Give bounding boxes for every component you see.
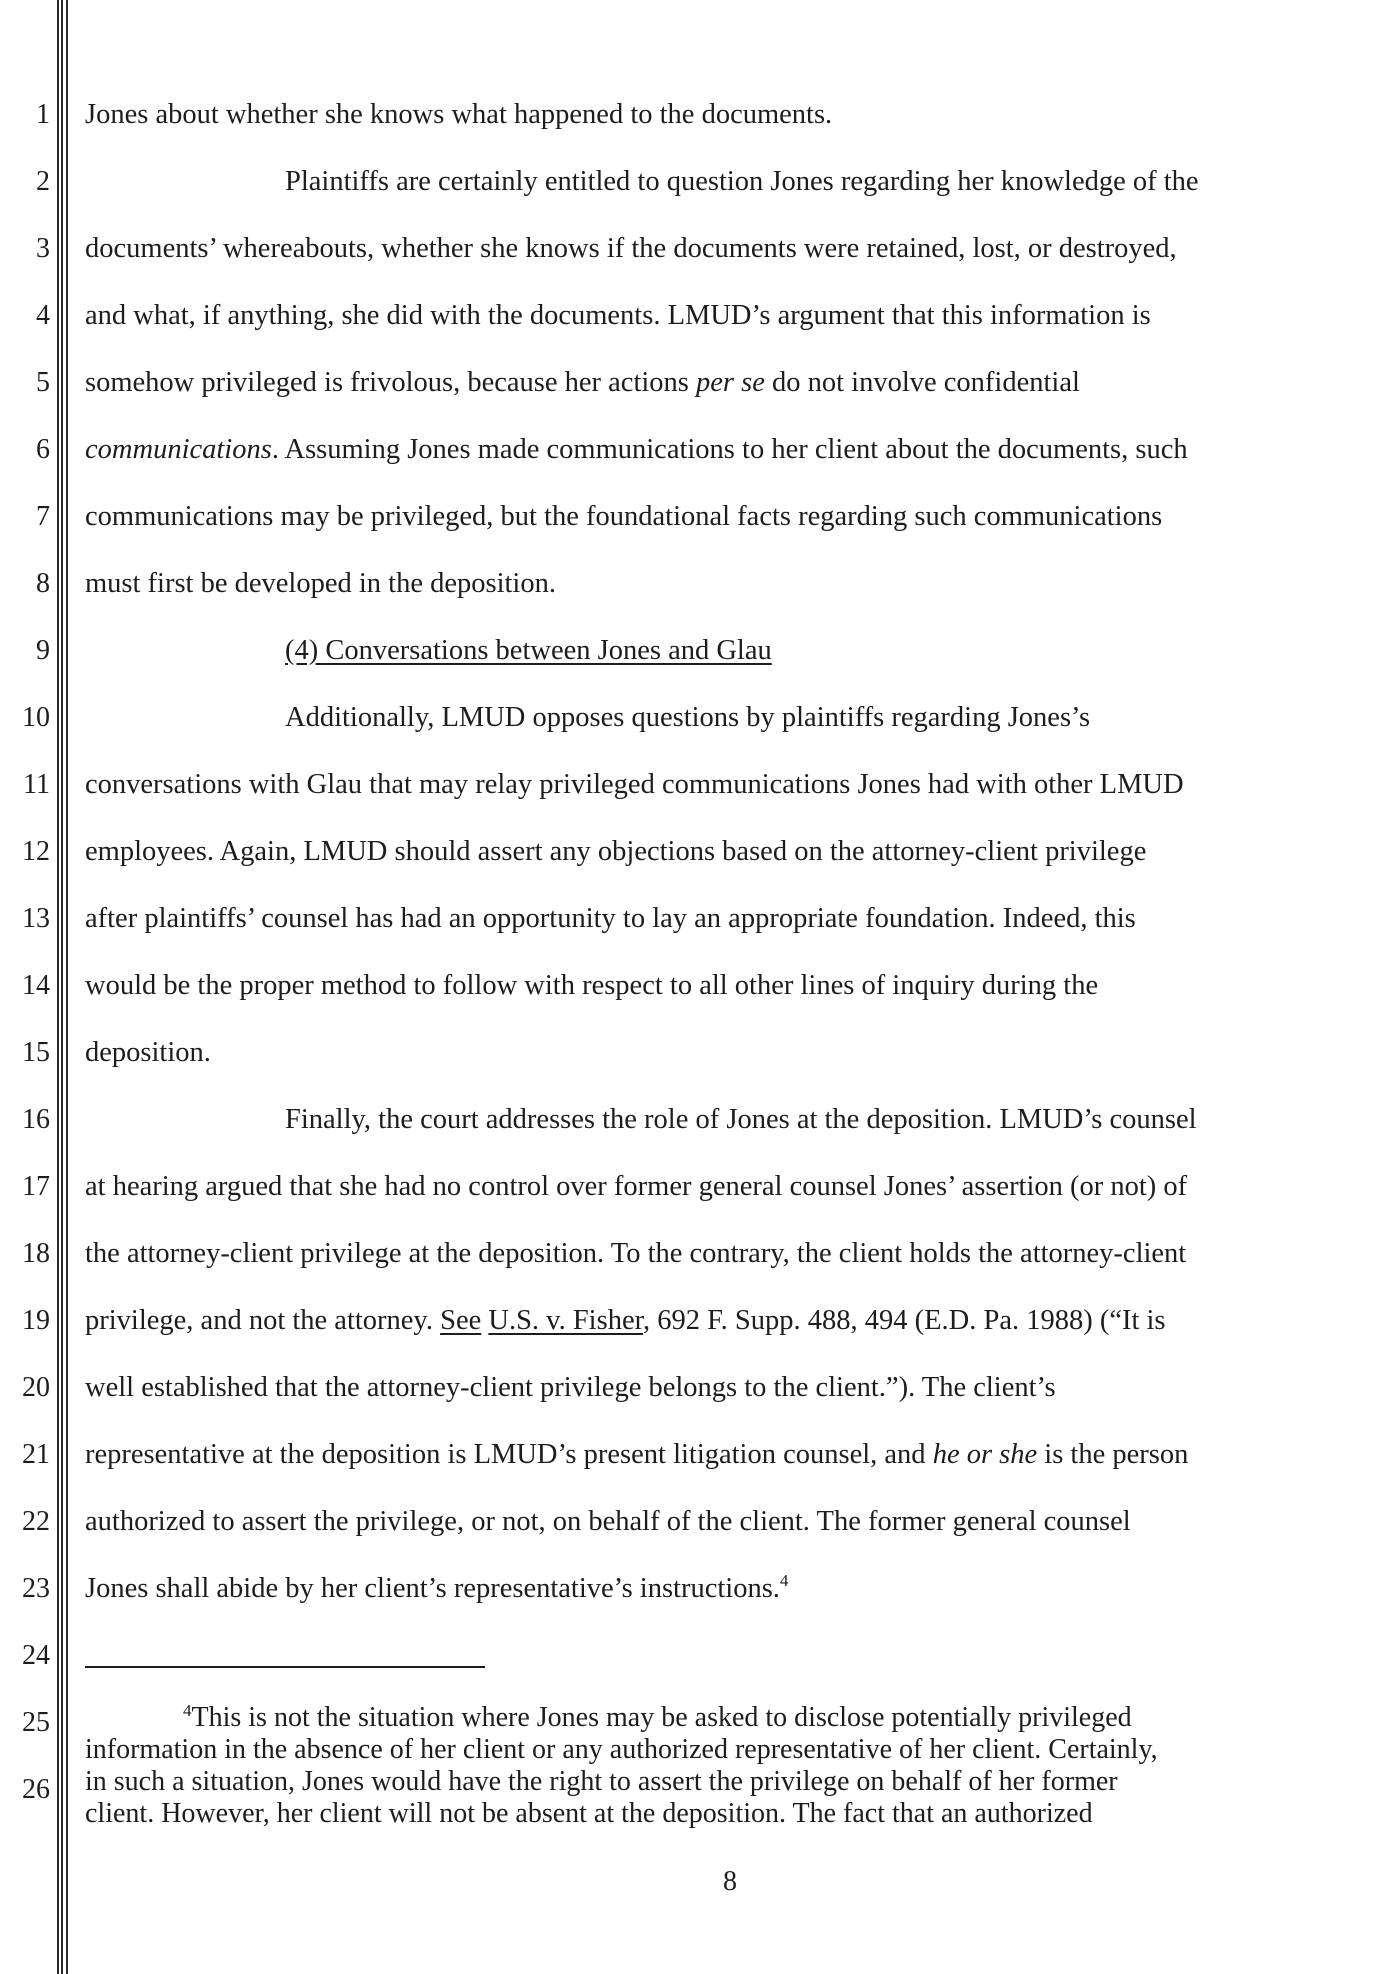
text-line: after plaintiffs’ counsel has had an opportunity to lay an appropriate foundation. Indeed, this [85, 903, 1136, 934]
heading-text: (4) Conversations between Jones and Glau [285, 635, 772, 666]
footnote-marker: 4 [183, 1701, 192, 1720]
text-segment: . Assuming Jones made communications to her client about the documents, such [271, 434, 1188, 465]
left-margin-rule [61, 0, 63, 1974]
text-line: Jones about whether she knows what happened to the documents. [85, 99, 833, 130]
text-segment: This is not the situation where Jones may be asked to disclose potentially privileged [191, 1702, 1132, 1733]
text-line: documents’ whereabouts, whether she knows if the documents were retained, lost, or destroyed, [85, 233, 1177, 264]
line-number: 4 [36, 300, 50, 331]
paragraph-start-line: Plaintiffs are certainly entitled to question Jones regarding her knowledge of the [285, 166, 1199, 197]
text-segment: somehow privileged is frivolous, because her actions [85, 367, 697, 398]
text-line: communications may be privileged, but the foundational facts regarding such communications [85, 501, 1163, 532]
line-number: 25 [22, 1707, 50, 1738]
line-number: 24 [22, 1640, 50, 1671]
line-number: 26 [22, 1774, 50, 1805]
paragraph-start-line: Additionally, LMUD opposes questions by plaintiffs regarding Jones’s [285, 702, 1091, 733]
footnote-separator [85, 1666, 485, 1668]
line-number: 12 [22, 836, 50, 867]
text-line [85, 1573, 788, 1605]
left-margin-rule [57, 0, 59, 1974]
line-number: 13 [22, 903, 50, 934]
italic-text: per se [696, 367, 765, 398]
footnote-line: in such a situation, Jones would have the right to assert the privilege on behalf of her former [85, 1766, 1118, 1797]
text-segment: Jones shall abide by her client’s representative’s instructions. [85, 1573, 780, 1604]
line-number: 9 [36, 635, 50, 666]
footnote-line: information in the absence of her client or any authorized representative of her client. Certainly, [85, 1734, 1158, 1765]
footnote-line: client. However, her client will not be absent at the deposition. The fact that an authorized [85, 1798, 1093, 1829]
text-segment: is the person [1037, 1439, 1189, 1470]
text-segment: do not involve confidential [764, 367, 1080, 398]
text-line: deposition. [85, 1037, 211, 1068]
line-number: 10 [22, 702, 50, 733]
section-heading [285, 635, 772, 667]
text-line: the attorney-client privilege at the deposition. To the contrary, the client holds the attorney-client [85, 1238, 1187, 1269]
footnote-line [183, 1703, 1132, 1733]
line-number: 7 [36, 501, 50, 532]
text-line: authorized to assert the privilege, or not, on behalf of the client. The former general counsel [85, 1506, 1131, 1537]
line-number: 14 [22, 970, 50, 1001]
line-number: 20 [22, 1372, 50, 1403]
italic-text: he or she [932, 1439, 1038, 1470]
text-line [85, 367, 1080, 399]
line-number: 5 [36, 367, 50, 398]
line-number: 17 [22, 1171, 50, 1202]
text-segment: , 692 F. Supp. 488, 494 (E.D. Pa. 1988) (“It is [642, 1305, 1166, 1336]
text-line: employees. Again, LMUD should assert any objections based on the attorney-client privilege [85, 836, 1147, 867]
text-segment: privilege, and not the attorney. [85, 1305, 441, 1336]
case-name: U.S. v. Fisher [488, 1305, 643, 1336]
page-number: 8 [723, 1866, 737, 1897]
left-margin-rule [66, 0, 68, 1974]
footnote-reference[interactable]: 4 [779, 1571, 789, 1590]
text-line: at hearing argued that she had no control over former general counsel Jones’ assertion (or not) of [85, 1171, 1188, 1202]
text-line: well established that the attorney-client privilege belongs to the client.”). The client’s [85, 1372, 1056, 1403]
line-number: 2 [36, 166, 50, 197]
text-line [85, 434, 1188, 466]
line-number: 3 [36, 233, 50, 264]
line-number: 15 [22, 1037, 50, 1068]
text-line: and what, if anything, she did with the documents. LMUD’s argument that this information is [85, 300, 1151, 331]
citation-signal: See [440, 1305, 482, 1336]
paragraph-start-line: Finally, the court addresses the role of Jones at the deposition. LMUD’s counsel [285, 1104, 1197, 1135]
text-line [85, 1439, 1188, 1471]
line-number: 23 [22, 1573, 50, 1604]
line-number: 1 [36, 99, 50, 130]
text-line [85, 1305, 1166, 1337]
line-number: 18 [22, 1238, 50, 1269]
text-line: must first be developed in the deposition. [85, 568, 556, 599]
line-number: 6 [36, 434, 50, 465]
text-line: would be the proper method to follow with respect to all other lines of inquiry during the [85, 970, 1099, 1001]
line-number: 22 [22, 1506, 50, 1537]
italic-text: communications [85, 434, 272, 465]
line-number: 21 [22, 1439, 50, 1470]
text-segment: representative at the deposition is LMUD’s present litigation counsel, and [85, 1439, 933, 1470]
line-number: 8 [36, 568, 50, 599]
line-number: 16 [22, 1104, 50, 1135]
text-line: conversations with Glau that may relay privileged communications Jones had with other LMUD [85, 769, 1184, 800]
line-number: 19 [22, 1305, 50, 1336]
line-number: 11 [23, 769, 50, 800]
